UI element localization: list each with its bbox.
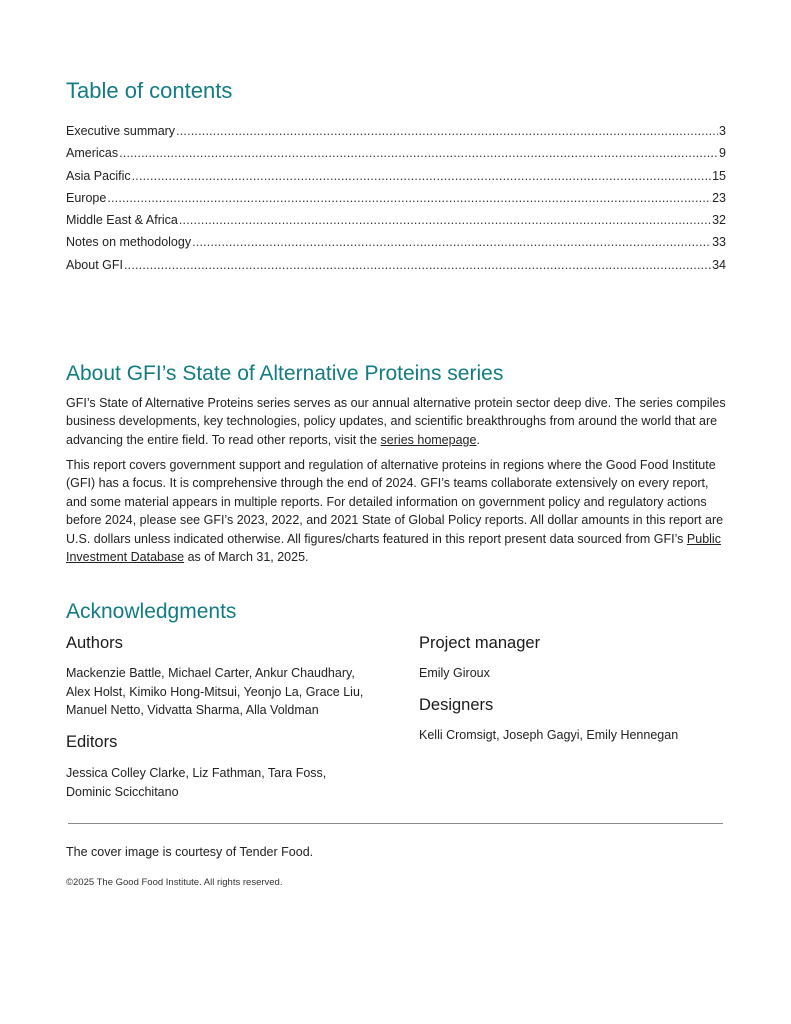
editors-list (66, 764, 386, 801)
toc-entry-page: 23 (712, 190, 726, 205)
editors-heading: Editors (66, 733, 118, 751)
toc-entry-americas[interactable] (66, 146, 726, 168)
about-paragraph-end: . (476, 432, 480, 447)
toc-entry-label: About GFI (66, 257, 123, 272)
toc-leader-dots (119, 146, 718, 160)
toc-entry-label: Americas (66, 146, 119, 161)
section-divider (68, 823, 723, 824)
authors-list (66, 664, 386, 720)
toc-entry-about-gfi[interactable] (66, 258, 726, 280)
acknowledgments-heading: Acknowledgments (66, 600, 237, 623)
toc-entry-page: 32 (712, 213, 726, 228)
copyright-notice: ©2025 The Good Food Institute. All rights reserved. (66, 877, 283, 888)
authors-heading: Authors (66, 634, 123, 652)
about-series-paragraph (66, 394, 726, 449)
authors-line: Manuel Netto, Vidvatta Sharma, Alla Voldman (66, 703, 319, 717)
series-homepage-link[interactable]: series homepage (380, 432, 477, 447)
project-manager-heading: Project manager (419, 634, 541, 652)
toc-entry-middle-east-africa[interactable] (66, 213, 726, 235)
authors-line: Alex Holst, Kimiko Hong-Mitsui, Yeonjo La, Grace Liu, (66, 684, 364, 699)
toc-entry-label: Executive summary (66, 124, 176, 138)
toc-entry-executive-summary[interactable] (66, 124, 726, 146)
toc-leader-dots (124, 258, 711, 272)
toc-leader-dots (132, 169, 711, 183)
authors-line: Mackenzie Battle, Michael Carter, Ankur Chaudhary, (66, 666, 355, 680)
toc-entry-page: 9 (719, 146, 726, 161)
toc-entry-label: Asia Pacific (66, 168, 131, 183)
public-investment-database-link[interactable]: Public Investment Database (66, 531, 721, 565)
editors-line: Jessica Colley Clarke, Liz Fathman, Tara Foss, (66, 766, 327, 780)
toc-leader-dots (179, 213, 711, 227)
toc-entry-label: Europe (66, 190, 107, 205)
toc-entry-page: 33 (712, 235, 726, 250)
toc-entry-europe[interactable] (66, 191, 726, 213)
table-of-contents (66, 124, 726, 280)
toc-entry-label: Notes on methodology (66, 235, 192, 250)
scope-paragraph-text: This report covers government support and regulation of alternative proteins in regions where the Good Food Institute (GFI) has a focus. It is comprehensive through the end of 2024. GFI’s teams collaborate extensively on every report, and some material appears in multiple reports. For detailed information on government policy and regulatory actions before 2024, please see GFI’s 2023, 2022, and 2021 State of Global Policy reports. All dollar amounts in this report are U.S. dollars unless indicated otherwise. All figures/charts featured in this report present data sourced from GFI’s (66, 458, 724, 546)
designers-list: Kelli Cromsigt, Joseph Gagyi, Emily Hennegan (419, 728, 679, 742)
scope-paragraph-end: as of March 31, 2025. (184, 550, 309, 565)
about-paragraph-text: GFI’s State of Alternative Proteins series serves as our annual alternative protein sector deep dive. The series compiles business developments, key technologies, policy updates, and scientific breakthroughs from around the world that are advancing the entire field. To read other reports, visit the (66, 396, 726, 447)
toc-title: Table of contents (66, 78, 233, 103)
toc-leader-dots (176, 124, 718, 138)
toc-entry-page: 34 (712, 257, 726, 272)
project-manager-name: Emily Giroux (419, 666, 490, 680)
toc-entry-page: 15 (712, 168, 726, 183)
editors-line: Dominic Scicchitano (66, 784, 179, 799)
about-series-heading: About GFI’s State of Alternative Proteins series (66, 362, 504, 385)
designers-heading: Designers (419, 696, 494, 714)
toc-entry-label: Middle East & Africa (66, 213, 178, 228)
toc-leader-dots (107, 191, 711, 205)
toc-leader-dots (192, 235, 711, 249)
toc-entry-page: 3 (719, 124, 726, 138)
report-scope-paragraph (66, 456, 726, 566)
toc-entry-asia-pacific[interactable] (66, 169, 726, 191)
toc-entry-notes-on-methodology[interactable] (66, 235, 726, 257)
cover-image-credit: The cover image is courtesy of Tender Food. (66, 845, 314, 859)
